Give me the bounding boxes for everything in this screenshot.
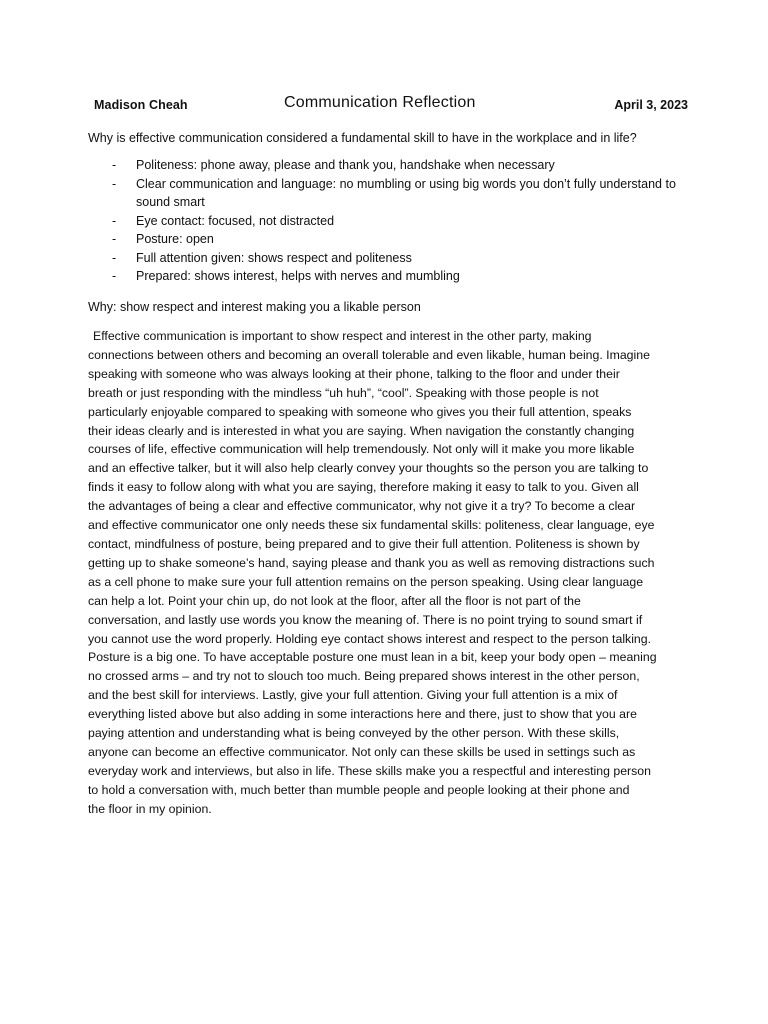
paragraph-line: particularly enjoyable compared to speaking with someone who gives you their full attention, speaks [88,404,632,419]
paragraph-line: everything listed above but also adding in some interactions here and there, just to show that you are [88,707,637,722]
bullet-item [88,175,708,212]
bullet-item [88,212,708,231]
document-date: April 3, 2023 [614,98,688,112]
paragraph-line: speaking with someone who was always looking at their phone, talking to the floor and under their [88,366,620,381]
paragraph-line: can help a lot. Point your chin up, do not look at the floor, after all the floor is not part of the [88,593,581,608]
paragraph-line: to hold a conversation with, much better than mumble people and people looking at their phone and [88,782,630,797]
bullet-marker: - [112,158,117,172]
paragraph-line: as a cell phone to make sure your full attention remains on the person speaking. Using clear language [88,574,644,589]
paragraph-line: and effective communicator one only needs these six fundamental skills: politeness, clear language, eye [88,518,655,533]
paragraph-line: the floor in my opinion. [88,801,212,816]
bullet-item [88,230,708,249]
bullet-item [88,267,708,286]
document-header [88,94,688,118]
bullet-text: Politeness: phone away, please and thank you, handshake when necessary [136,158,555,172]
paragraph-line: everyday work and interviews, but also in life. These skills make you a respectful and interesting person [88,763,651,778]
paragraph-line: contact, mindfulness of posture, being prepared and to give their full attention. Politeness is shown by [88,536,640,551]
paragraph-line: Effective communication is important to show respect and interest in the other party, making [93,329,592,343]
bullet-text: Clear communication and language: no mumbling or using big words you don’t fully understand to sound smart [136,176,676,209]
bullet-marker: - [112,176,117,191]
paragraph-line: anyone can become an effective communicator. Not only can these skills be used in settings such as [88,744,636,759]
paragraph-line: and the best skill for interviews. Lastly, give your full attention. Giving your full attention is a mix of [88,688,618,703]
document-title: Communication Reflection [284,94,476,111]
essay-paragraph [88,327,690,819]
bullet-list [88,156,708,286]
paragraph-line: breath or just responding with the mindless “uh huh”, “cool”. Speaking with those people is not [88,385,599,400]
bullet-text: Prepared: shows interest, helps with nerves and mumbling [136,269,460,283]
paragraph-line: the advantages of being a clear and effective communicator, why not give it a try? To become a clear [88,499,636,514]
bullet-item [88,156,708,175]
paragraph-line: you cannot use the word properly. Holding eye contact shows interest and respect to the person talking. [88,631,652,646]
author-name: Madison Cheah [94,98,188,112]
paragraph-line: no crossed arms – and try not to slouch too much. Being prepared shows interest in the other person, [88,669,640,684]
prompt-question: Why is effective communication considered a fundamental skill to have in the workplace and in life? [88,131,637,145]
paragraph-line: finds it easy to follow along with what you are saying, therefore making it easy to talk to you. Given all [88,480,639,495]
bullet-text: Eye contact: focused, not distracted [136,213,335,228]
bullet-marker: - [112,213,117,228]
paragraph-line: getting up to shake someone’s hand, saying please and thank you as well as removing distractions such [88,555,655,570]
bullet-marker: - [112,269,117,283]
paragraph-line: paying attention and understanding what is being conveyed by the other person. With these skills, [88,726,620,741]
bullet-marker: - [112,232,117,246]
paragraph-line: courses of life, effective communication will help tremendously. Not only will it make you more likable [88,442,635,457]
paragraph-line: and an effective talker, but it will also help clearly convey your thoughts so the person you are talking to [88,461,649,476]
bullet-text: Full attention given: shows respect and politeness [136,250,412,265]
bullet-marker: - [112,250,117,265]
paragraph-line: Posture is a big one. To have acceptable posture one must lean in a bit, keep your body open – meaning [88,650,657,665]
paragraph-line: their ideas clearly and is interested in what you are saying. When navigation the constantly changing [88,423,635,438]
paragraph-line: conversation, and lastly use words you know the meaning of. There is no point trying to sound smart if [88,612,643,627]
why-statement: Why: show respect and interest making you a likable person [88,300,421,314]
bullet-text: Posture: open [136,232,214,246]
paragraph-line: connections between others and becoming an overall tolerable and even likable, human being. Imagine [88,347,650,362]
bullet-item [88,249,708,268]
